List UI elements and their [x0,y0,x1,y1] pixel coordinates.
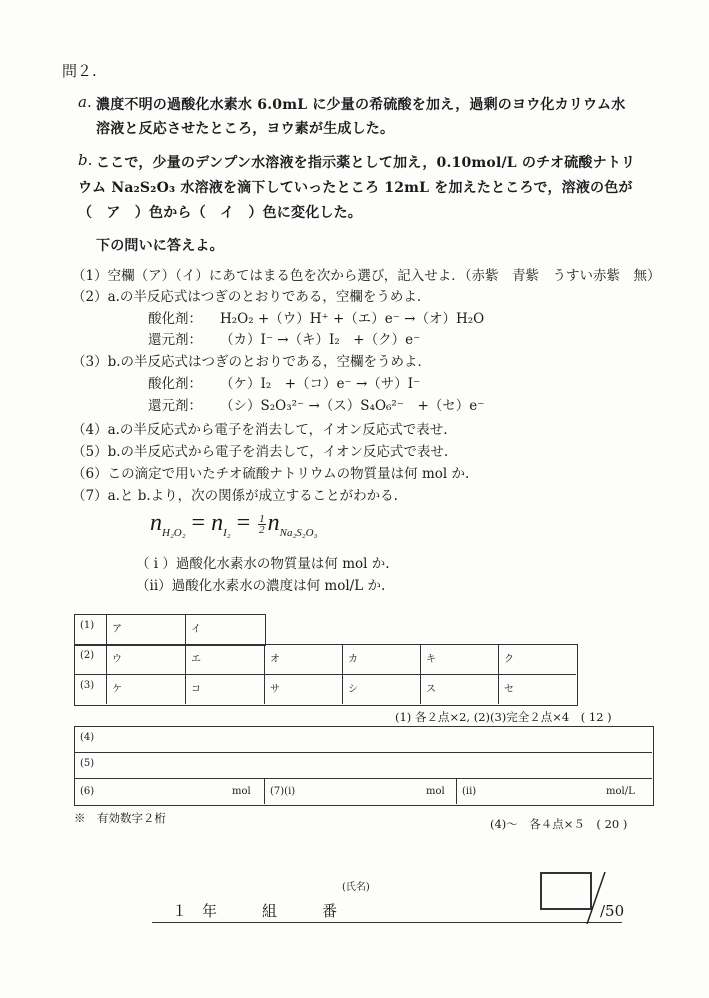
q2-oxidizer-equation: H₂O₂ +（ウ）H⁺ +（エ）e⁻ →（オ）H₂O [220,311,485,327]
part-b-line3: （ ア ）色から（ イ ）色に変化した。 [78,205,362,221]
part-b-line2: ウム Na₂S₂O₃ 水溶液を滴下していったところ 12mL を加えたところで，溶液の色が [78,180,633,196]
answer-7ii-unit: mol/L [606,786,635,797]
question-7-ii: （ii）過酸化水素水の濃度は何 mol/L か. [136,578,386,594]
q2-reducer-label: 還元剤： [148,332,202,348]
q2-reducer-equation: （カ）I⁻ →（キ）I₂ +（ク）e⁻ [220,332,421,348]
answer-shi-cell[interactable]: シ [348,684,358,695]
answer-o-cell[interactable]: オ [270,654,280,665]
answer-su-cell[interactable]: ス [426,684,436,695]
question-3: （3）b.の半反応式はつぎのとおりである，空欄をうめよ． [72,354,432,370]
answer-ki-cell[interactable]: キ [426,654,436,665]
score-note-1: (1) 各２点×2, (2)(3)完全２点×4 ( 12 ) [395,710,612,724]
question-7: （7）a.と b.より，次の関係が成立することがわかる. [72,488,398,504]
answer-7i-unit: mol [426,786,445,797]
answer-ku-cell[interactable]: ク [504,654,514,665]
name-label: (氏名) [342,882,370,893]
answer-4-field[interactable]: (4) [80,732,95,743]
part-b-line1: ここで，少量のデンプン水溶液を指示薬として加え，0.10mol/L のチオ硫酸ナトリ [96,155,636,171]
answer-row-1 [74,614,266,646]
answer-se-cell[interactable]: セ [504,684,514,695]
question-4: （4）a.の半反応式から電子を消去して，イオン反応式で表せ. [72,422,448,438]
score-note-2: (4)～ 各４点×５ ( 20 ) [490,817,628,831]
answer-e-cell[interactable]: エ [191,654,201,665]
class-number-line: １ 年 組 番 [172,902,338,920]
sig-fig-note: ※ 有効数字２桁 [74,811,166,825]
row1-label: (1) [80,620,95,631]
row2-label: (2) [80,650,95,661]
answer-i-cell[interactable]: イ [191,624,201,635]
answer-sa-cell[interactable]: サ [270,684,280,695]
part-a-line2: 溶液と反応させたところ，ヨウ素が生成した。 [96,121,395,137]
answer-ka-cell[interactable]: カ [348,654,358,665]
question-6: （6）この滴定で用いたチオ硫酸ナトリウムの物質量は何 mol か. [72,466,470,482]
question-5: （5）b.の半反応式から電子を消去して，イオン反応式で表せ. [72,444,449,460]
answer-rows-4-7 [74,726,654,806]
q3-reducer-label: 還元剤： [148,398,202,414]
part-a-label: a. [78,93,92,111]
row3-label: (3) [80,680,95,691]
relation-formula: $n_{H_2O_2} = n_{I_2}$ = $\frac{1}{2}$ $n_{Na_2S_2O_3}$ [150,510,318,539]
question-heading: 問２. [62,62,97,80]
answer-rows-2-3 [74,644,578,706]
answer-ke-cell[interactable]: ケ [112,684,122,695]
one-half-fraction: $\frac{1}{2}$ [259,512,265,536]
answer-6-field[interactable]: (6) [80,786,95,797]
q3-reducer-equation: （シ）S₂O₃²⁻ →（ス）S₄O₆²⁻ +（セ）e⁻ [220,398,485,414]
answer-7ii-field[interactable]: (ii) [462,786,477,797]
instruction: 下の問いに答えよ。 [96,238,224,254]
answer-u-cell[interactable]: ウ [112,654,122,665]
q3-oxidizer-equation: （ケ）I₂ +（コ）e⁻ →（サ）I⁻ [220,376,421,392]
answer-6-unit: mol [232,786,251,797]
answer-ko-cell[interactable]: コ [191,684,201,695]
part-a-line1: 濃度不明の過酸化水素水 6.0mL に少量の希硫酸を加え，過剰のヨウ化カリウム水 [96,97,626,113]
total-points: /50 [600,902,625,920]
part-b-label: b. [78,151,93,169]
question-1: （1）空欄（ア）（イ）にあてはまる色を次から選び，記入せよ．（赤紫 青紫 うすい赤紫 無） [72,268,661,284]
q2-oxidizer-label: 酸化剤： [148,311,202,327]
answer-a-cell[interactable]: ア [112,624,122,635]
name-underline [152,922,622,923]
question-7-i: （ i ）過酸化水素水の物質量は何 mol か. [136,556,390,572]
q3-oxidizer-label: 酸化剤： [148,376,202,392]
question-2: （2）a.の半反応式はつぎのとおりである，空欄をうめよ． [72,289,431,305]
answer-7i-field[interactable]: (7)(i) [270,786,296,797]
answer-5-field[interactable]: (5) [80,758,95,769]
